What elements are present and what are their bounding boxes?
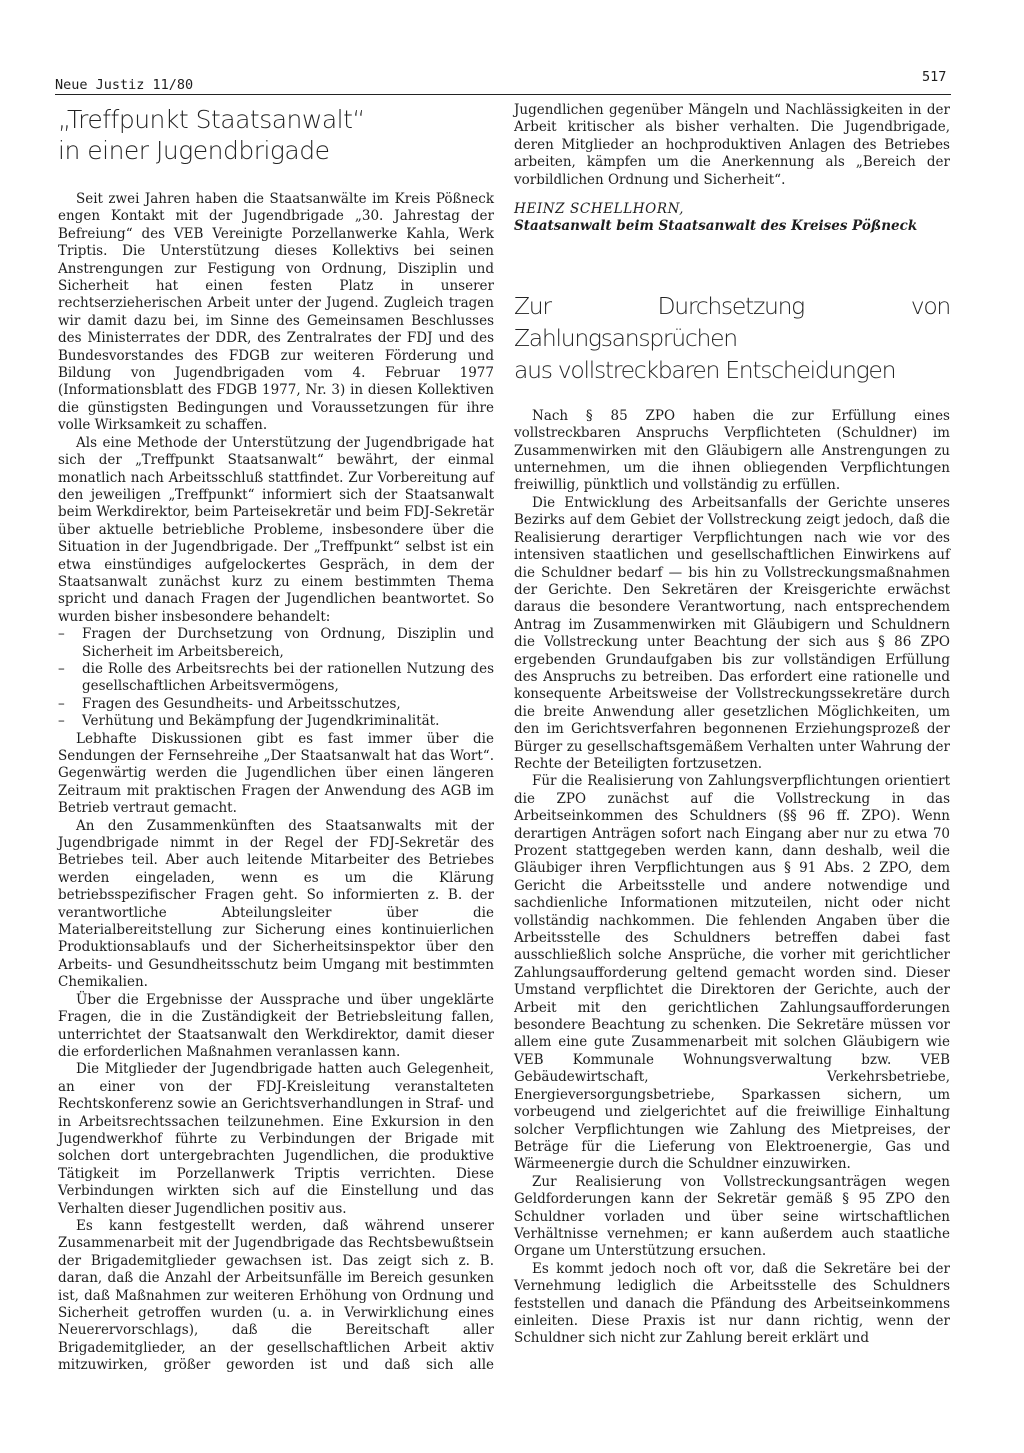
list-item (58, 696, 494, 713)
list-bullet: – (58, 660, 65, 677)
list-item-text: Fragen des Gesundheits- und Arbeitsschutzes, (82, 695, 401, 712)
header-rule (55, 94, 951, 95)
article2-title-line: aus vollstreckbaren Entscheidungen (514, 355, 896, 384)
article2-paragraph: Es kommt jedoch noch oft vor, daß die Sekretäre bei der Vernehmung lediglich die Arbeitsstelle des Schuldners feststellen und danach die Pfändung des Arbeitseinkommens einleiten. Diese Praxis ist nur dann richtig, wenn der Schuldner sich nicht zur Zahlung bereit erklärt und (514, 1260, 950, 1347)
article1-paragraph: Lebhafte Diskussionen gibt es fast immer über die Sendungen der Fernsehreihe „Der Staatsanwalt hat das Wort“. Gegenwärtig werden die Jugendlichen über einen längeren Zeitraum mit praktischen Fragen der Anwendung des AGB im Betrieb vertraut gemacht. (58, 730, 494, 817)
author-title: Staatsanwalt beim Staatsanwalt des Kreises Pößneck (514, 218, 918, 235)
journal-issue-header: Neue Justiz 11/80 (55, 77, 194, 93)
article2-title (514, 290, 950, 386)
left-column (58, 104, 494, 1375)
article1-paragraph: Über die Ergebnisse der Aussprache und über ungeklärte Fragen, die in die Zuständigkeit der Betriebsleitung fallen, unterrichtet der Staatsanwalt den Werkdirektor, damit dieser die erforderlichen Maßnahmen veranlassen kann. (58, 991, 494, 1060)
article2-paragraph: Die Entwicklung des Arbeitsanfalls der Gerichte unseres Bezirks auf dem Gebiet der Vollstreckung zeigt jedoch, daß die Realisierung derartiger Verpflichtungen nach wie vor des intensiven staatlichen und gesellschaftlichen Einwirkens auf die Schuldner bedarf — bis hin zu Vollstreckungsmaßnahmen der Gerichte. Den Sekretären der Kreisgerichte erwächst daraus die besondere Verantwortung, nach entsprechendem Antrag im Zusammenwirken mit Gläubigern und Schuldnern die Vollstreckung unter Beachtung der sich aus § 86 ZPO ergebenden Grundaufgaben bis zur vollständigen Erfüllung des Anspruchs zu betreiben. Das erfordert eine rationelle und konsequente Arbeitsweise der Vollstreckungssekretäre durch die breite Anwendung aller gesetzlichen Möglichkeiten, um den im Gerichtsverfahren begonnenen Erziehungsprozeß der Bürger zu gesellschaftsgemäßem Verhalten unter Wahrung der Rechte der Beteiligten fortzusetzen. (514, 494, 950, 772)
article1-title-line: in einer Jugendbrigade (58, 136, 330, 165)
article2-paragraph: Nach § 85 ZPO haben die zur Erfüllung eines vollstreckbaren Anspruchs Verpflichteten (Schuldner) im Zusammenwirken mit den Gläubigern alle Anstrengungen zu unternehmen, um die ihnen obliegenden Verpflichtungen freiwillig, pünktlich und vollständig zu erfüllen. (514, 407, 950, 494)
list-bullet: – (58, 626, 65, 643)
article2-title-line: Zur Durchsetzung von Zahlungsansprüchen (514, 291, 950, 352)
article1-topic-list (58, 626, 494, 730)
article1-paragraph: Seit zwei Jahren haben die Staatsanwälte im Kreis Pößneck engen Kontakt mit der Jugendbrigade „30. Jahrestag der Befreiung“ des VEB Vereinigte Porzellanwerke Kahla, Werk Triptis. Die Unterstützung dieses Kollektivs bei seinen Anstrengungen zur Festigung von Ordnung, Disziplin und Sicherheit hat einen festen Platz in unserer rechtserzieherischen Arbeit unter der Jugend. Zugleich tragen wir damit dazu bei, im Sinne des Gemeinsamen Beschlusses des Ministerrates der DDR, des Zentralrates der FDJ und des Bundesvorstandes des FDGB zur weiteren Förderung und Bildung von Jugendbrigaden vom 4. Februar 1977 (Informationsblatt des FDGB 1977, Nr. 3) in diesen Kollektiven die günstigsten Bedingungen und Voraussetzungen für ihre volle Wirksamkeit zu schaffen. (58, 191, 494, 434)
list-bullet: – (58, 695, 65, 712)
article1-paragraph: Als eine Methode der Unterstützung der Jugendbrigade hat sich der „Treffpunkt Staatsanwalt“ bewährt, der einmal monatlich nach Arbeitsschluß stattfindet. Zur Vorbereitung auf den jeweiligen „Treffpunkt“ informiert sich der Staatsanwalt beim Werkdirektor, beim Parteisekretär und beim FDJ-Sekretär über aktuelle betriebliche Probleme, insbesondere über die Situation in der Jugendbrigade. Der „Treffpunkt“ selbst ist ein etwa einstündiges aufgelockertes Gespräch, in dem der Staatsanwalt zunächst kurz zu einem bestimmten Thema spricht und danach Fragen der Jugendlichen beantwortet. So wurden bisher insbesondere behandelt: (58, 434, 494, 625)
author-name: HEINZ SCHELLHORN, (514, 201, 685, 218)
article1-title (58, 104, 494, 166)
list-item (58, 626, 494, 661)
article1-paragraph: An den Zusammenkünften des Staatsanwalts mit der Jugendbrigade nimmt in der Regel der FDJ-Sekretär des Betriebes teil. Aber auch leitende Mitarbeiter des Betriebes werden eingeladen, wenn es um die Klärung betriebsspezifischer Fragen geht. So informierten z. B. der verantwortliche Abteilungsleiter über die Materialbereitstellung zur Sicherung eines kontinuierlichen Produktionsablaufs und der Sicherheitsinspektor über den Arbeits- und Gesundheitsschutz beim Umgang mit bestimmten Chemikalien. (58, 817, 494, 991)
list-item (58, 661, 494, 696)
list-item-text: die Rolle des Arbeitsrechts bei der rationellen Nutzung des gesellschaftlichen Arbeitsvermögens, (82, 660, 494, 695)
page-number: 517 (922, 69, 947, 85)
article2-paragraph: Für die Realisierung von Zahlungsverpflichtungen orientiert die ZPO zunächst auf die Vollstreckung in das Arbeitseinkommen des Schuldners (§§ 96 ff. ZPO). Wenn derartigen Anträgen sofort nach Eingang aber nur zu etwa 70 Prozent stattgegeben werden kann, dann deshalb, weil die Gläubiger ihren Verpflichtungen aus § 91 Abs. 2 ZPO, dem Gericht die Arbeitsstelle und andere notwendige und sachdienliche Informationen mitzuteilen, nicht oder nicht vollständig nachkommen. Die fehlenden Angaben über die Arbeitsstelle des Schuldners betreffen dabei fast ausschließlich solche Ansprüche, die vorher mit gerichtlicher Zahlungsaufforderung geltend gemacht worden sind. Dieser Umstand verpflichtet die Direktoren der Gerichte, auch der Arbeit mit den gerichtlichen Zahlungsaufforderungen besondere Beachtung zu schenken. Die Sekretäre müssen vor allem eine gute Zusammenarbeit mit solchen Gläubigern wie VEB Kommunale Wohnungsverwaltung bzw. VEB Gebäudewirtschaft, Verkehrsbetriebe, Energieversorgungsbetriebe, Sparkassen sichern, um vorbeugend und zielgerichtet auf die freiwillige Einhaltung solcher Verpflichtungen wie Zahlung des Mietpreises, der Beträge für die Lieferung von Elektroenergie, Gas und Wärmeenergie durch die Schuldner einzuwirken. (514, 773, 950, 1173)
list-item-text: Verhütung und Bekämpfung der Jugendkriminalität. (82, 713, 440, 730)
article1-paragraph-continuation: Jugendlichen gegenüber Mängeln und Nachlässigkeiten in der Arbeit kritischer als bisher verhalten. Die Jugendbrigade, deren Mitglieder an hochproduktiven Anlagen des Betriebes arbeiten, kämpfen um die Anerkennung als „Bereich der vorbildlichen Ordnung und Sicherheit“. (514, 102, 950, 188)
article1-paragraph-continued (58, 1218, 494, 1375)
list-item-text: Fragen der Durchsetzung von Ordnung, Disziplin und Sicherheit im Arbeitsbereich, (82, 626, 494, 660)
list-item (58, 713, 494, 730)
right-column (514, 102, 950, 1348)
list-bullet: – (58, 713, 65, 730)
article2-paragraph: Zur Realisierung von Vollstreckungsanträgen wegen Geldforderungen kann der Sekretär gemäß § 95 ZPO den Schuldner vorladen und über seine wirtschaftlichen Verhältnisse vernehmen; er kann außerdem auch staatliche Organe um Unterstützung ersuchen. (514, 1173, 950, 1260)
article1-title-line: „Treffpunkt Staatsanwalt“ (58, 105, 365, 134)
article1-paragraph-text: Es kann festgestellt werden, daß während unserer Zusammenarbeit mit der Jugendbrigade das Rechtsbewußtsein der Brigademitglieder gewachsen ist. Das zeigt sich z. B. daran, daß die Anzahl der Arbeitsunfälle im Bereich gesunken ist, daß Maßnahmen zur weiteren Erhöhung von Ordnung und Sicherheit getroffen wurden (u. a. in Verwirklichung eines Neuerervorschlags), daß die Bereitschaft aller Brigademitglieder, an der gesellschaftlichen Arbeit aktiv mitzuwirken, größer geworden ist und daß sich alle (58, 1217, 494, 1374)
article1-paragraph: Die Mitglieder der Jugendbrigade hatten auch Gelegenheit, an einer von der FDJ-Kreisleitung veranstalteten Rechtskonferenz sowie an Gerichtsverhandlungen in Straf- und in Arbeitsrechtssachen teilzunehmen. Eine Exkursion in den Jugendwerkhof führte zu Verbindungen der Brigade mit solchen dort untergebrachten Jugendlichen, die produktive Tätigkeit im Porzellanwerk Triptis verrichten. Diese Verbindungen wirkten sich auf die Einstellung und das Verhalten dieser Jugendlichen positiv aus. (58, 1061, 494, 1217)
